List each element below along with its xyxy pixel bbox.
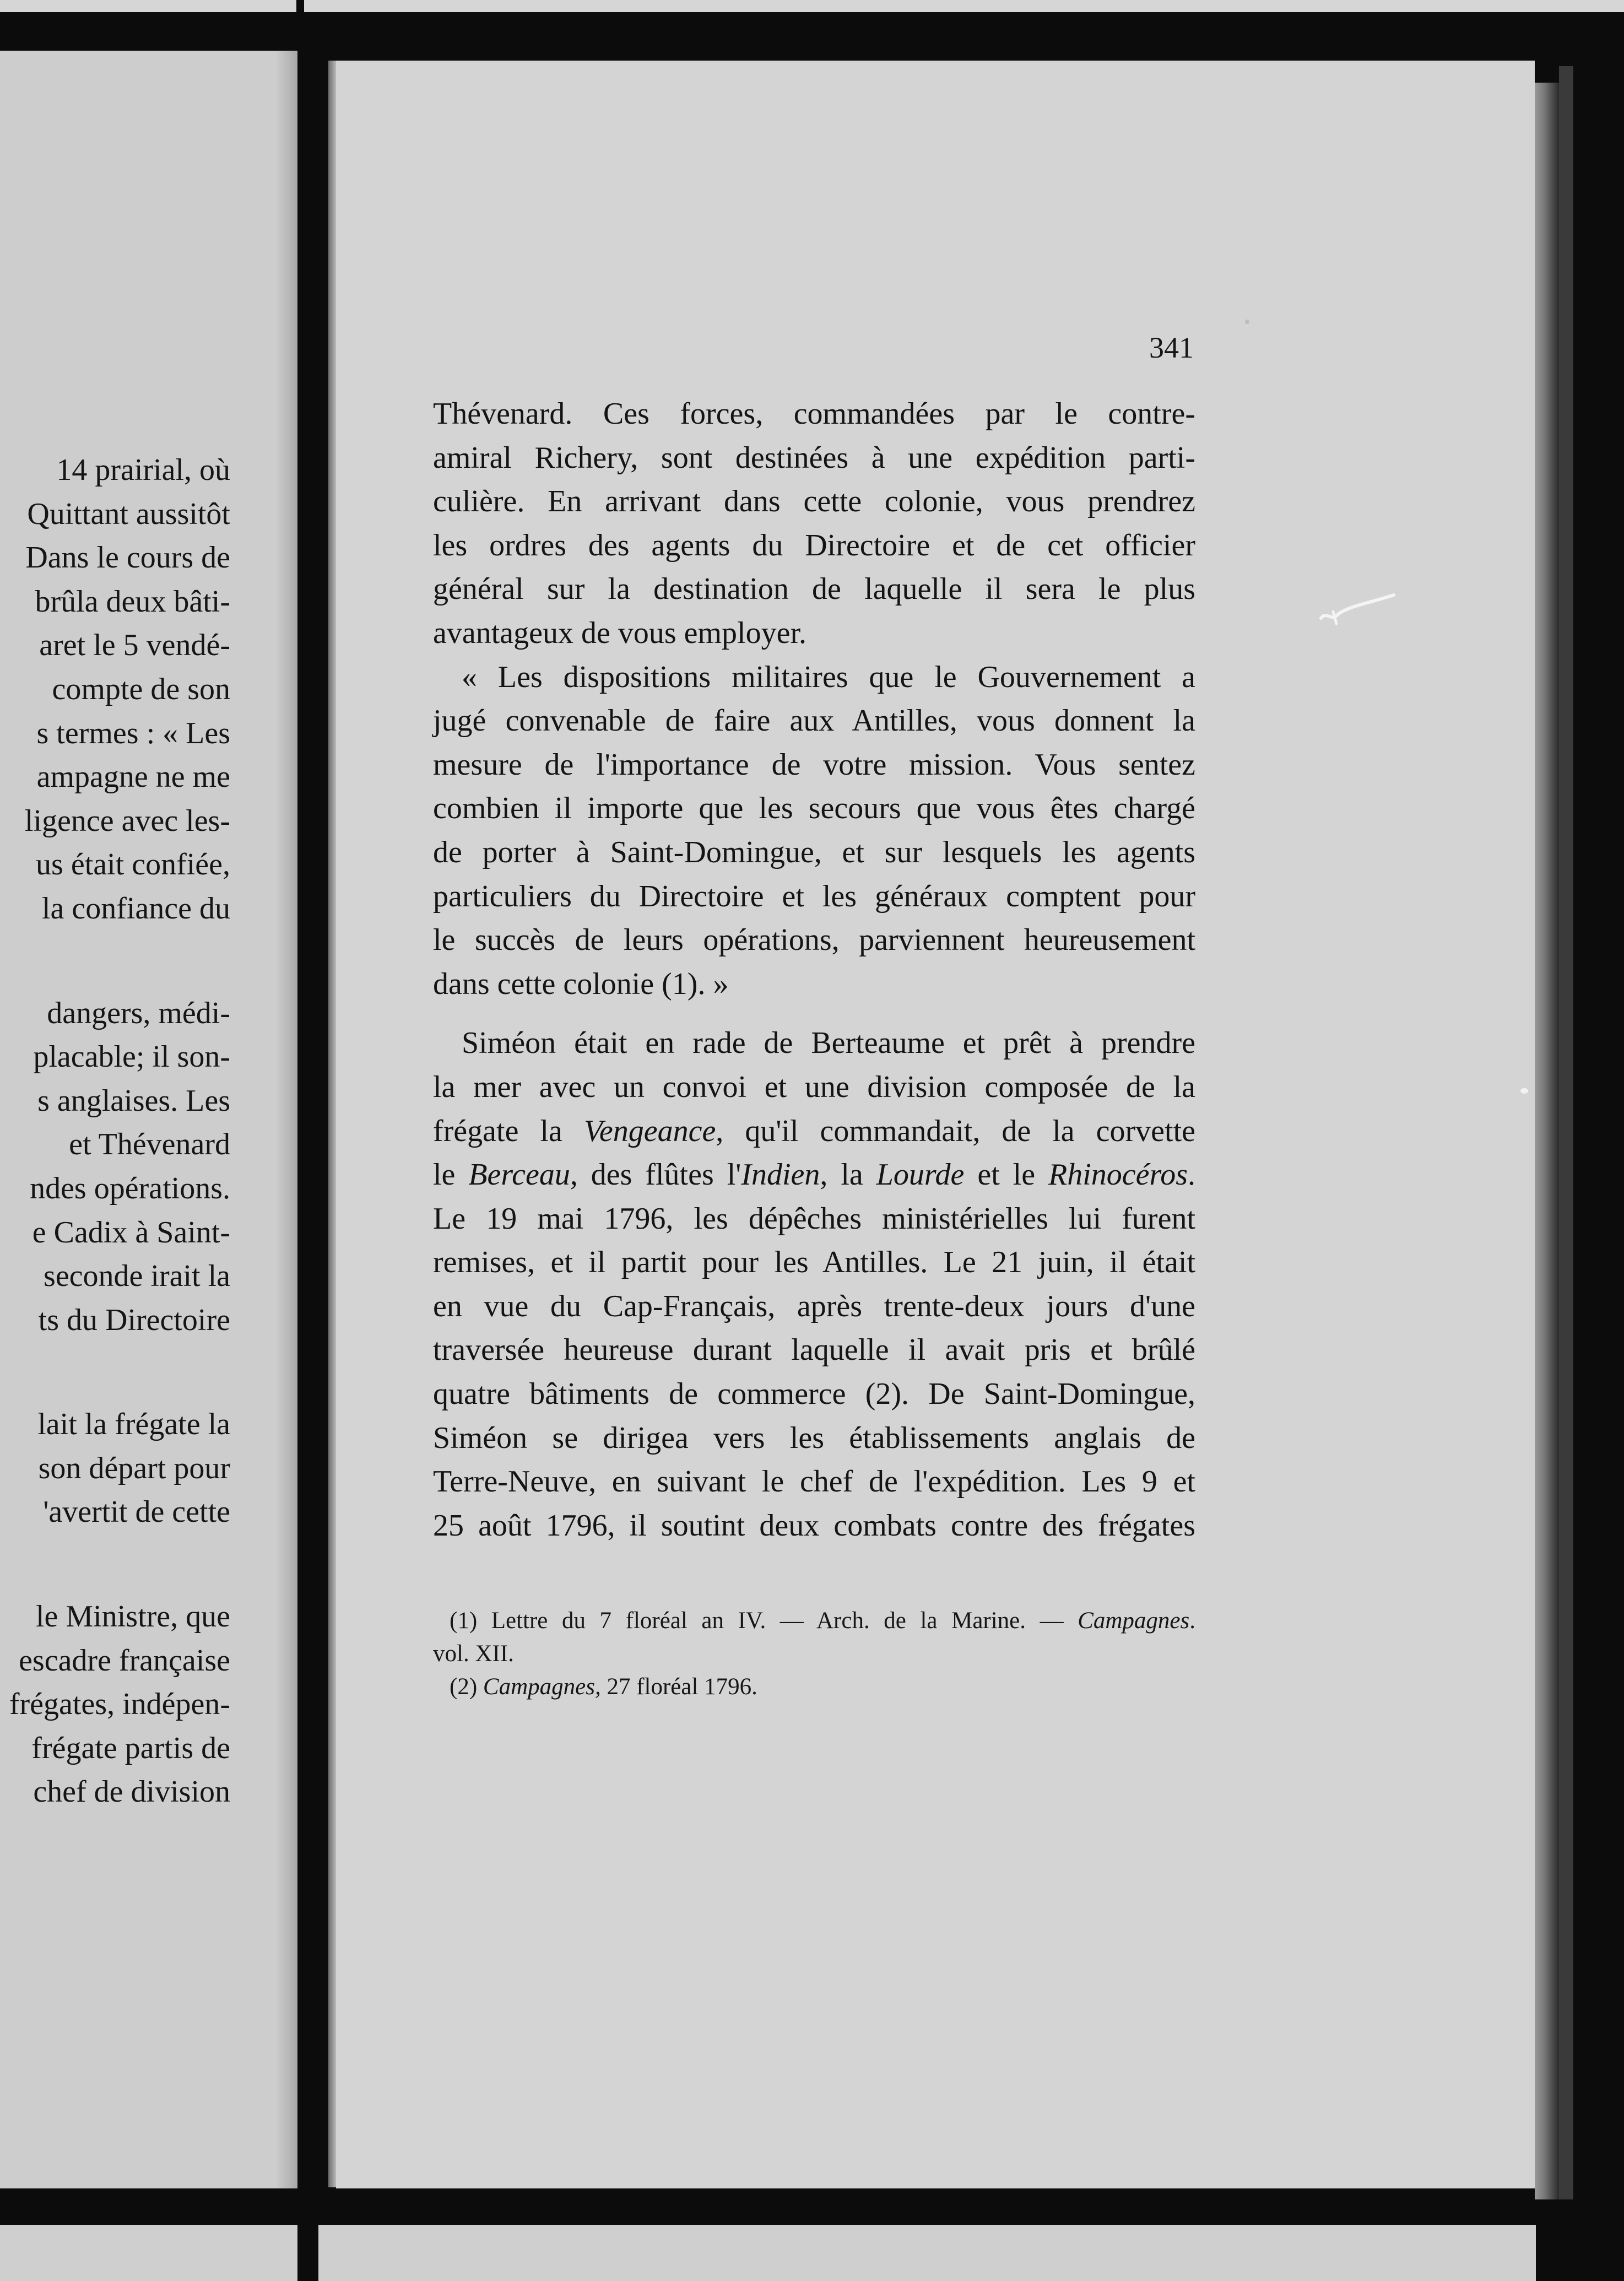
- scan-speck: [1245, 320, 1249, 324]
- previous-page-line: le Ministre, que: [35, 1599, 230, 1634]
- previous-page-line: s termes : « Les: [36, 716, 230, 750]
- previous-page-line: s anglaises. Les: [37, 1083, 230, 1118]
- previous-page-line: dangers, médi-: [47, 996, 230, 1030]
- ship-name: Indien: [741, 1158, 820, 1192]
- previous-page-line: Quittant aussitôt: [27, 496, 230, 531]
- text-line: le Berceau, des flûtes l'Indien, la Lourde et le Rhinocéros.: [433, 1158, 1196, 1192]
- frame-notch: [296, 0, 304, 14]
- previous-page-line: ampagne ne me: [36, 760, 230, 794]
- text-line: Terre-Neuve, en suivant le chef de l'expédition. Les 9 et: [433, 1464, 1195, 1499]
- previous-page-line: us était confiée,: [36, 847, 230, 882]
- previous-page-line: 'avertit de cette: [43, 1495, 230, 1529]
- text-line: Siméon était en rade de Berteaume et prêt à prendre: [462, 1026, 1195, 1061]
- text-line: combien il importe que les secours que vous êtes chargé: [433, 791, 1195, 826]
- paragraph-1: [433, 392, 1195, 656]
- text-line: Le 19 mai 1796, les dépêches ministérielles lui furent: [433, 1201, 1195, 1236]
- previous-page-line: lait la frégate la: [37, 1407, 230, 1442]
- text-line: 25 août 1796, il soutint deux combats contre des frégates: [433, 1508, 1195, 1543]
- paragraph-3: [433, 1021, 1195, 1548]
- footnotes: [433, 1604, 1195, 1704]
- page-edge: [1559, 66, 1573, 2204]
- previous-page-line: chef de division: [33, 1775, 230, 1809]
- text-line: le succès de leurs opérations, parviennent heureusement: [433, 923, 1195, 958]
- previous-page-line: brûla deux bâti-: [35, 584, 230, 619]
- previous-page-line: son départ pour: [38, 1451, 230, 1485]
- text-line: jugé convenable de faire aux Antilles, vous donnent la: [433, 704, 1195, 738]
- footnote-2: (2) Campagnes, 27 floréal 1796.: [450, 1674, 757, 1700]
- ship-name: Berceau: [468, 1158, 570, 1192]
- previous-page: [0, 51, 297, 2188]
- spine-edge: [328, 61, 336, 2187]
- previous-page-line: seconde irait la: [44, 1259, 230, 1294]
- line-gap: [0, 931, 230, 992]
- page-edge-shadow: [1535, 83, 1559, 2204]
- text-line: la mer avec un convoi et une division composée de la: [433, 1069, 1195, 1104]
- previous-page-line: ts du Directoire: [38, 1302, 230, 1337]
- previous-page-line: escadre française: [19, 1643, 230, 1678]
- text-line: remises, et il partit pour les Antilles. Le 21 juin, il était: [433, 1245, 1195, 1280]
- previous-page-line: et Thévenard: [69, 1127, 230, 1162]
- line-gap: [0, 1342, 230, 1403]
- next-frame-strip: [318, 2225, 1536, 2281]
- scan-scratch-mark: [1317, 590, 1399, 628]
- ship-name: Lourde: [876, 1158, 965, 1192]
- previous-page-line: Dans le cours de: [25, 540, 230, 575]
- previous-page-line: e Cadix à Saint-: [32, 1215, 230, 1250]
- film-frame-top: [0, 0, 1624, 39]
- footnote-1-continued: vol. XII.: [433, 1641, 514, 1667]
- page-number: 341: [1149, 331, 1194, 364]
- text-line: en vue du Cap-Français, après trente-deux jours d'une: [433, 1289, 1195, 1323]
- text-line: culière. En arrivant dans cette colonie, vous prendrez: [433, 484, 1195, 519]
- scan-speck: [1520, 1088, 1528, 1094]
- previous-page-line: placable; il son-: [33, 1040, 230, 1074]
- previous-page-line: ndes opérations.: [30, 1171, 230, 1206]
- body-text: [433, 392, 1195, 1548]
- text-line: dans cette colonie (1). »: [433, 966, 729, 1001]
- previous-page-line: compte de son: [52, 672, 230, 706]
- previous-page-line: aret le 5 vendé-: [39, 628, 230, 663]
- text-line: particuliers du Directoire et les généraux comptent pour: [433, 879, 1195, 914]
- line-gap: [0, 1534, 230, 1595]
- book-spine: [297, 33, 328, 2198]
- text-line: de porter à Saint-Domingue, et sur lesquels les agents: [433, 835, 1195, 869]
- text-line: amiral Richery, sont destinées à une expédition parti-: [433, 440, 1195, 475]
- text-line: traversée heureuse durant laquelle il avait pris et brûlé: [433, 1333, 1195, 1367]
- gutter-shadow: [275, 51, 297, 2188]
- text-line: frégate la Vengeance, qu'il commandait, de la corvette: [433, 1114, 1195, 1148]
- ship-name: Vengeance: [583, 1114, 716, 1148]
- previous-page-line: la confiance du: [41, 891, 230, 926]
- next-frame-strip: [0, 2225, 297, 2281]
- previous-page-line: frégate partis de: [31, 1731, 230, 1765]
- text-line: « Les dispositions militaires que le Gouvernement a: [462, 660, 1195, 694]
- text-line: mesure de l'importance de votre mission. Vous sentez: [433, 747, 1195, 782]
- text-line: avantageux de vous employer.: [433, 615, 807, 650]
- previous-page-line: frégates, indépen-: [9, 1687, 230, 1722]
- previous-page-line: ligence avec les-: [24, 803, 230, 838]
- text-line: les ordres des agents du Directoire et de cet officier: [433, 528, 1195, 563]
- text-line: Siméon se dirigea vers les établissements anglais de: [433, 1420, 1195, 1455]
- previous-page-line: 14 prairial, où: [56, 453, 230, 487]
- text-line: quatre bâtiments de commerce (2). De Saint-Domingue,: [433, 1377, 1195, 1412]
- footnote-1: (1) Lettre du 7 floréal an IV. — Arch. de la Marine. — Campagnes.: [450, 1608, 1195, 1634]
- film-frame-bottom: [0, 2199, 1624, 2281]
- paragraph-2: [433, 656, 1195, 1007]
- text-line: Thévenard. Ces forces, commandées par le contre-: [433, 397, 1195, 431]
- previous-page-text: [0, 448, 230, 1814]
- text-line: général sur la destination de laquelle il sera le plus: [433, 572, 1195, 607]
- ship-name: Rhinocéros: [1048, 1158, 1188, 1192]
